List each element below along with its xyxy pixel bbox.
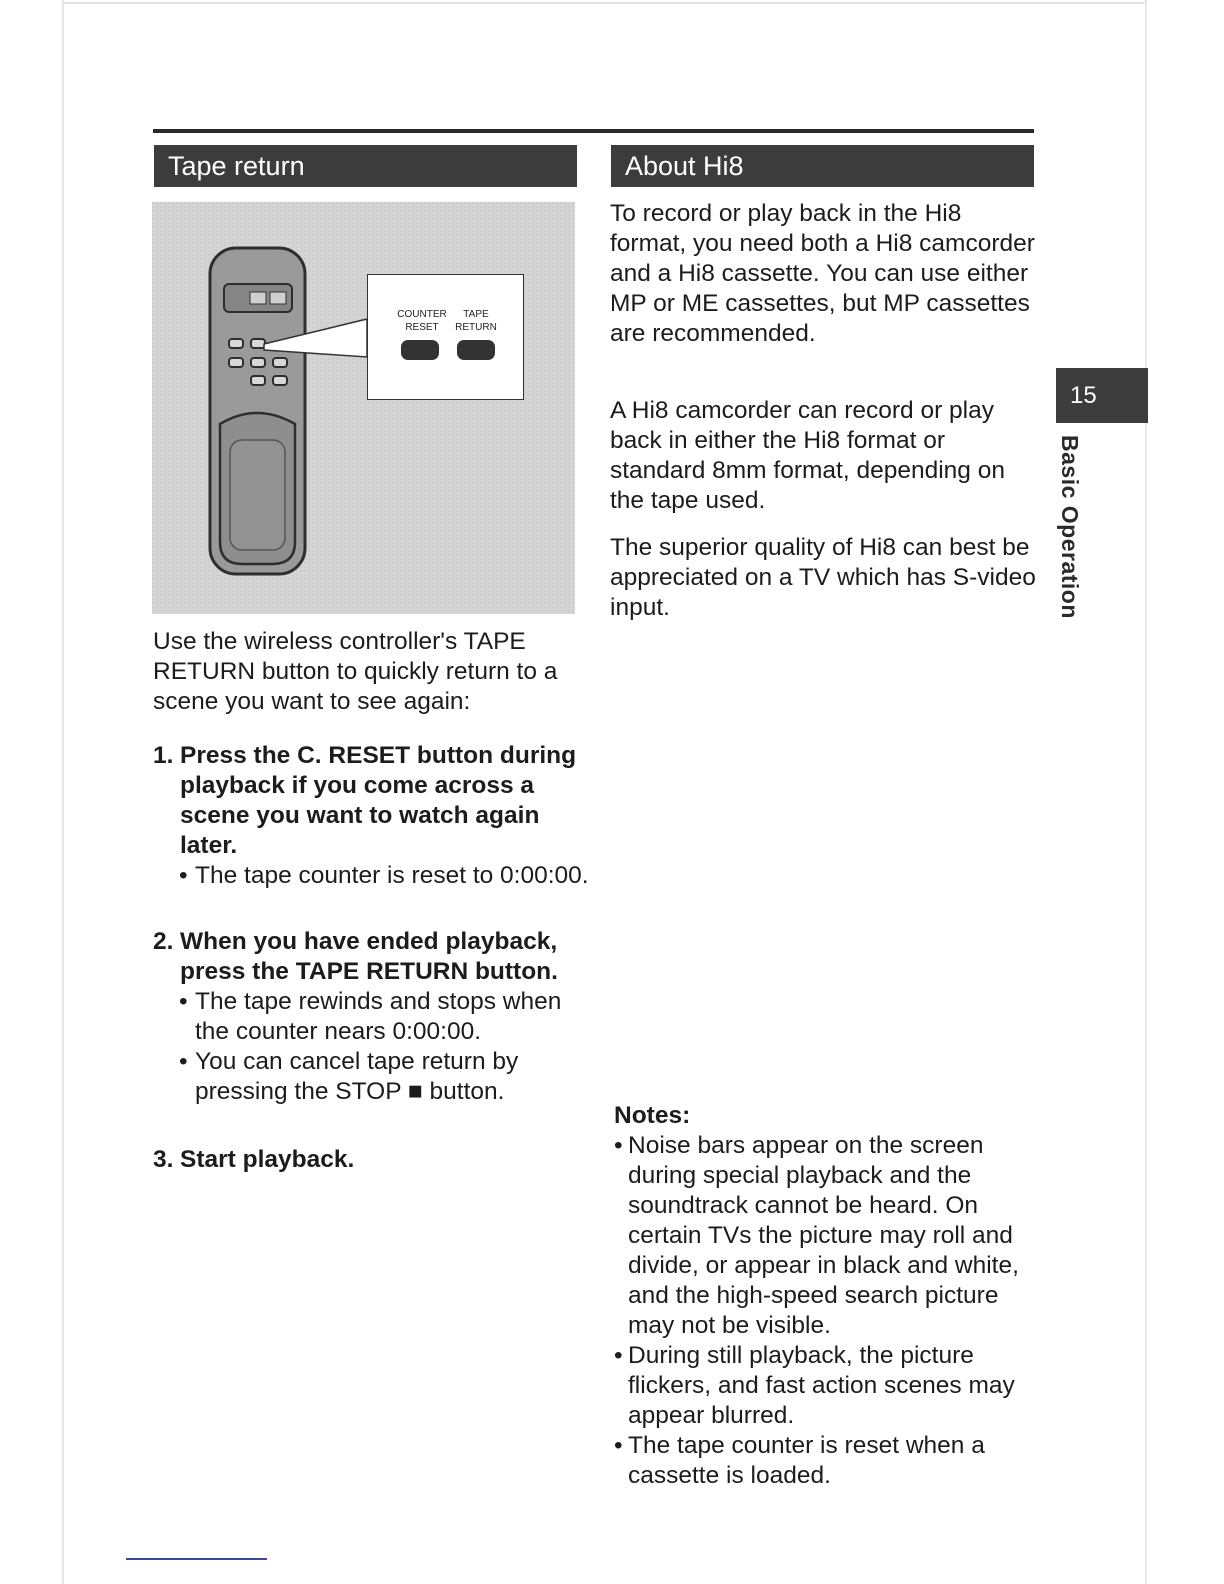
remote-illustration [152,202,575,614]
bullet-dot: • [614,1432,623,1459]
step-1 [153,741,593,891]
hi8-paragraph [610,533,1040,623]
bullet-text: The tape counter is reset to 0:00:00. [195,862,589,889]
counter-reset-label [388,308,456,334]
bullet-text: The tape rewinds and stops when the counter nears 0:00:00. [195,988,562,1045]
section-header-about-hi8: About Hi8 [611,145,1034,187]
tape-return-label [448,308,504,334]
tape-return-button-drawing [457,340,495,360]
notes-section [614,1101,1044,1491]
step-2 [153,927,593,1107]
bullet-dot: • [614,1132,623,1159]
step-number: 1. [153,742,174,769]
note-text: During still playback, the picture flickers, and fast action scenes may appear blurred. [628,1342,1015,1429]
paragraph-text: A Hi8 camcorder can record or play back in either the Hi8 format or standard 8mm format, depending on the tape used. [610,397,1005,514]
counter-reset-text: COUNTER RESET [397,309,447,333]
step-bullet [179,1047,593,1107]
step-title: Press the C. RESET button during playback if you come across a scene you want to watch again later. [180,742,577,859]
page-edge [62,0,64,1584]
step-number: 2. [153,928,174,955]
section-header-tape-return: Tape return [154,145,577,187]
tape-return-text: TAPE RETURN [455,309,497,333]
page-edge [1145,0,1147,1584]
section-side-label [1056,435,1088,635]
remote-control-drawing [152,202,575,614]
step-bullet [179,987,593,1047]
paragraph-text: The superior quality of Hi8 can best be appreciated on a TV which has S-video input. [610,534,1036,621]
step-title: Start playback. [180,1146,355,1173]
hi8-paragraph [610,396,1040,516]
counter-reset-button-drawing [401,340,439,360]
note-text: Noise bars appear on the screen during special playback and the soundtrack cannot be heard. On certain TVs the picture may roll and divide, or appear in black and white, and the high-speed search picture may not be visible. [628,1132,1019,1339]
notes-title: Notes: [614,1102,691,1129]
bullet-dot: • [179,862,188,889]
note-item [614,1341,1044,1431]
hi8-paragraph [610,199,1040,349]
page-edge [62,2,1147,4]
note-item [614,1431,1044,1491]
bottom-mark [126,1558,267,1560]
note-text: The tape counter is reset when a cassette is loaded. [628,1432,985,1489]
section-side-text: Basic Operation [1057,435,1083,619]
tape-return-intro [153,627,583,717]
page-number-tab: 15 [1056,368,1148,423]
note-item [614,1131,1044,1341]
step-title: When you have ended playback, press the TAPE RETURN button. [180,928,558,985]
top-rule [153,129,1034,133]
intro-text: Use the wireless controller's TAPE RETURN button to quickly return to a scene you want to see again: [153,628,558,715]
bullet-dot: • [614,1342,623,1369]
paragraph-text: To record or play back in the Hi8 format, you need both a Hi8 camcorder and a Hi8 cassette. You can use either MP or ME cassettes, but MP cassettes are recommended. [610,200,1035,347]
step-3 [153,1145,593,1175]
bullet-text: You can cancel tape return by pressing the STOP ■ button. [195,1048,519,1105]
bullet-dot: • [179,988,188,1015]
step-bullet [179,861,593,891]
bullet-dot: • [179,1048,188,1075]
step-number: 3. [153,1146,174,1173]
button-callout [367,274,524,400]
